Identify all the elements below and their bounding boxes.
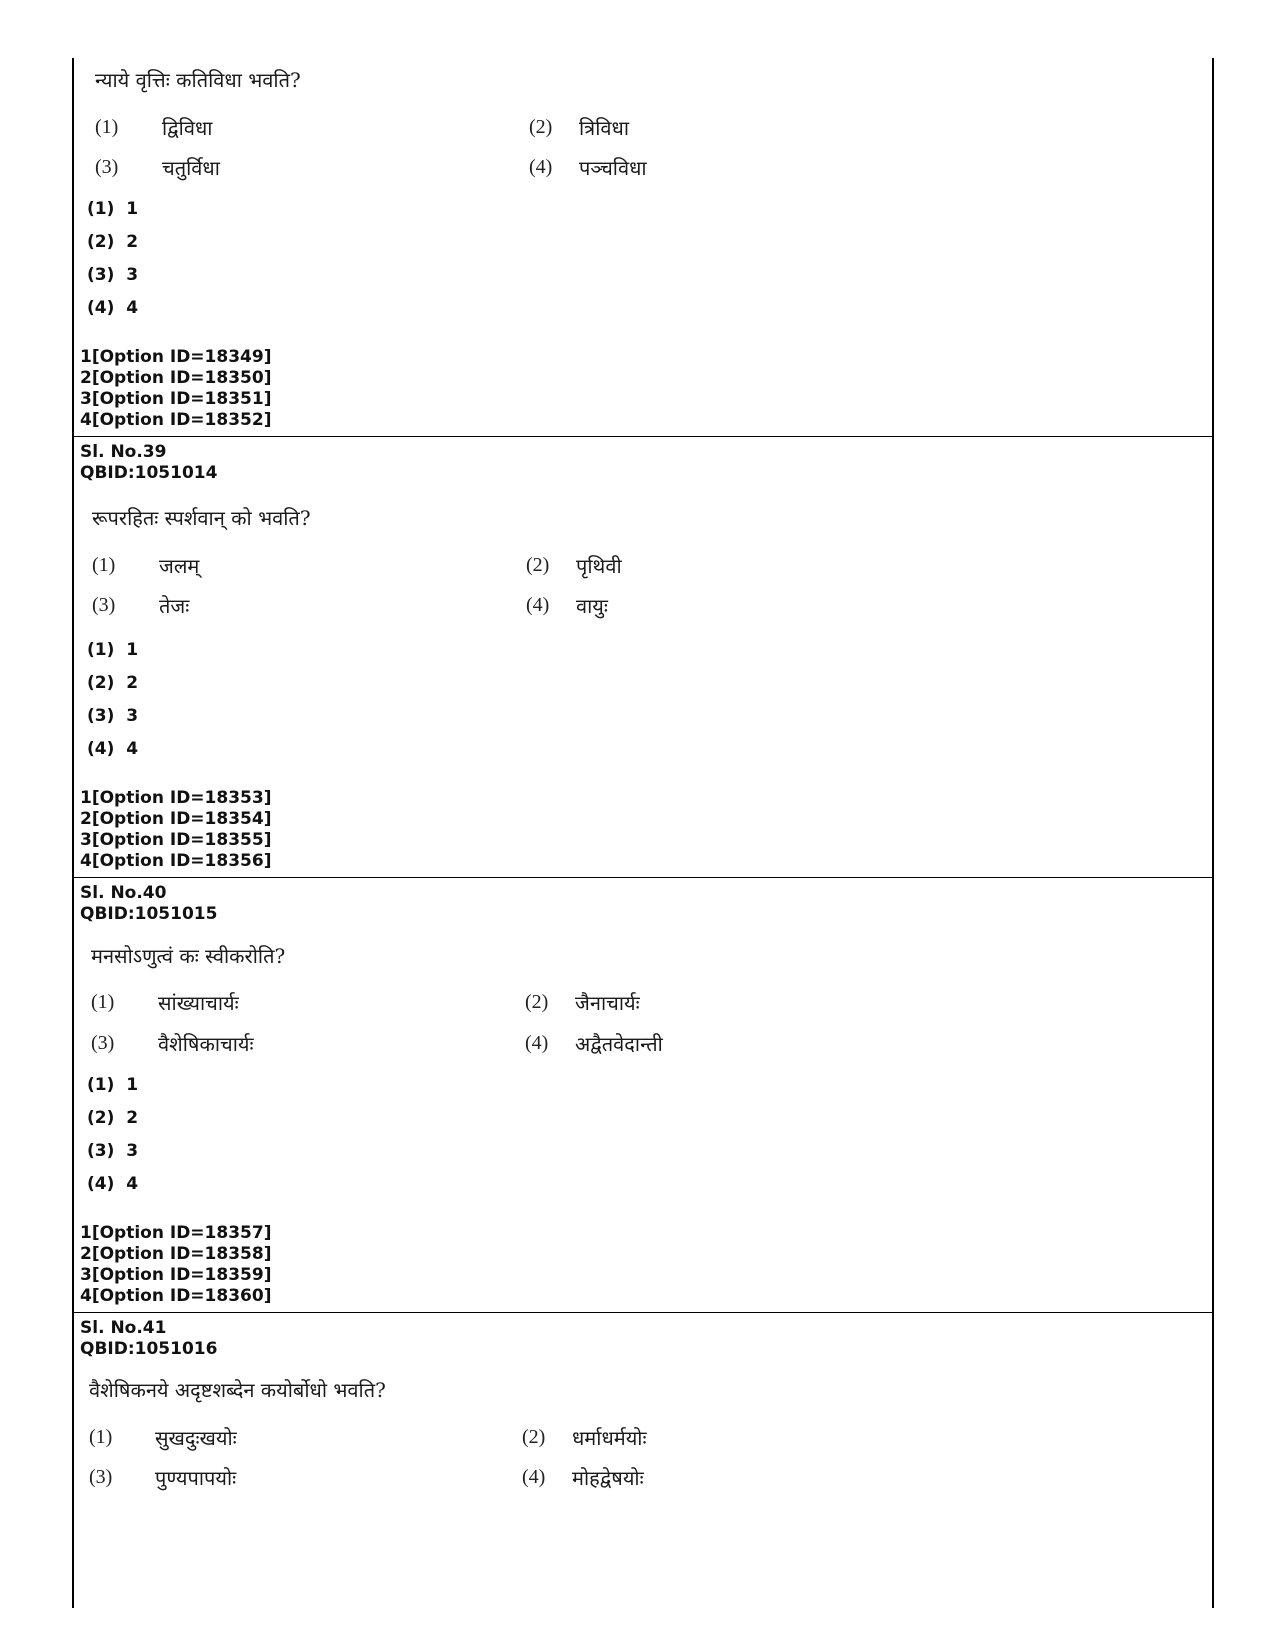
answer-choice: (1) 1 <box>87 199 139 219</box>
divider <box>72 877 1212 878</box>
answer-choice: (1) 1 <box>87 640 139 660</box>
question-header <box>80 883 217 925</box>
option-number: (4) <box>522 1466 546 1488</box>
answer-choice: (4) 4 <box>87 298 139 318</box>
divider <box>72 436 1212 437</box>
question-text: वैशेषिकनये अदृष्टशब्देन कयोर्बोधो भवति? <box>89 1378 386 1402</box>
question-header <box>80 442 217 484</box>
option-text: तेजः <box>159 594 190 618</box>
question-text: रूपरहितः स्पर्शवान् को भवति? <box>92 506 311 530</box>
option-text: सुखदुःखयोः <box>155 1426 237 1450</box>
option-text: पृथिवी <box>576 554 622 578</box>
answer-choice: (3) 3 <box>87 1141 139 1161</box>
answer-choice: (3) 3 <box>87 265 139 285</box>
option-text: द्विविधा <box>162 116 213 140</box>
option-id: 4[Option ID=18360] <box>80 1286 272 1306</box>
answer-choice: (4) 4 <box>87 1174 139 1194</box>
option-text: जैनाचार्यः <box>575 991 640 1015</box>
answer-choice: (2) 2 <box>87 232 139 252</box>
question-header <box>80 1318 217 1360</box>
option-number: (3) <box>91 1032 115 1054</box>
qbid: QBID:1051015 <box>80 904 218 924</box>
question-text: न्याये वृत्तिः कतिविधा भवति? <box>95 68 301 92</box>
qbid: QBID:1051014 <box>80 463 218 483</box>
option-number: (2) <box>522 1426 546 1448</box>
option-text: चतुर्विधा <box>162 156 220 180</box>
option-id: 1[Option ID=18349] <box>80 347 272 367</box>
option-id: 1[Option ID=18357] <box>80 1223 272 1243</box>
option-text: वायुः <box>576 594 608 618</box>
qbid: QBID:1051016 <box>80 1339 218 1359</box>
option-number: (4) <box>525 1032 549 1054</box>
serial-number: Sl. No.39 <box>80 442 167 462</box>
option-text: त्रिविधा <box>579 116 629 140</box>
option-id: 2[Option ID=18358] <box>80 1244 272 1264</box>
divider <box>72 1312 1212 1313</box>
option-number: (3) <box>92 594 116 616</box>
option-text: सांख्याचार्यः <box>158 991 239 1015</box>
option-number: (1) <box>92 554 116 576</box>
option-id: 3[Option ID=18359] <box>80 1265 272 1285</box>
option-id-list <box>80 788 271 872</box>
answer-choice: (3) 3 <box>87 706 139 726</box>
option-text: धर्माधर्मयोः <box>572 1426 647 1450</box>
option-id: 1[Option ID=18353] <box>80 788 272 808</box>
option-id: 3[Option ID=18355] <box>80 830 272 850</box>
option-id: 4[Option ID=18356] <box>80 851 272 871</box>
option-number: (4) <box>526 594 550 616</box>
option-number: (2) <box>526 554 550 576</box>
answer-choice: (2) 2 <box>87 1108 139 1128</box>
option-number: (4) <box>529 156 553 178</box>
option-id-list <box>80 347 271 431</box>
option-id: 2[Option ID=18350] <box>80 368 272 388</box>
answer-choice: (1) 1 <box>87 1075 139 1095</box>
option-number: (1) <box>91 991 115 1013</box>
option-id: 4[Option ID=18352] <box>80 410 272 430</box>
option-text: वैशेषिकाचार्यः <box>158 1032 254 1056</box>
option-text: पञ्चविधा <box>579 156 647 180</box>
option-number: (3) <box>89 1466 113 1488</box>
serial-number: Sl. No.41 <box>80 1318 167 1338</box>
option-number: (2) <box>529 116 553 138</box>
option-text: मोहद्वेषयोः <box>572 1466 644 1490</box>
question-text: मनसोऽणुत्वं कः स्वीकरोति? <box>91 944 286 968</box>
option-id-list <box>80 1223 271 1307</box>
option-id: 3[Option ID=18351] <box>80 389 272 409</box>
option-number: (2) <box>525 991 549 1013</box>
option-id: 2[Option ID=18354] <box>80 809 272 829</box>
answer-choice: (2) 2 <box>87 673 139 693</box>
option-text: पुण्यपापयोः <box>155 1466 237 1490</box>
option-number: (3) <box>95 156 119 178</box>
option-text: जलम् <box>159 554 200 578</box>
option-number: (1) <box>95 116 119 138</box>
serial-number: Sl. No.40 <box>80 883 167 903</box>
option-number: (1) <box>89 1426 113 1448</box>
answer-choice: (4) 4 <box>87 739 139 759</box>
option-text: अद्वैतवेदान्ती <box>575 1032 663 1056</box>
